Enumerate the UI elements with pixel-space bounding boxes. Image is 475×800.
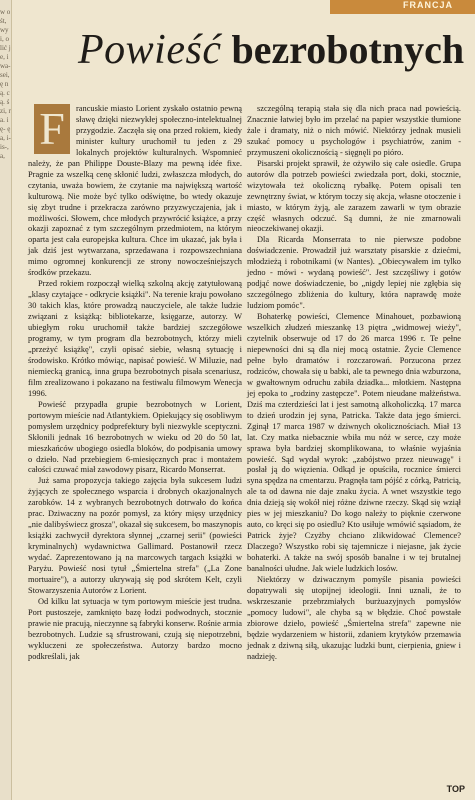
column-right bbox=[247, 104, 461, 663]
paragraph: Od kilku lat sytuacja w tym portowym mieście jest trudna. Port pustoszeje, zamknięto bazę łodzi podwodnych, stocznie prawie nie pracują, nieczynne są fabryki konserw. Rośnie armia bezrobotnych. Ludzie są sfrustrowani, czują się niepotrzebni, wykluczeni ze społeczeństwa. Autorzy bardzo mocno podkreślali, jak bbox=[28, 596, 242, 661]
paragraph: Przed rokiem rozpoczął wielką szkolną akcję zatytułowaną „klasy czytające - odkrycie książki". Na terenie kraju powołano 30 takich klas, które prowadzą nauczyciele, ale także ludzie związani z książką: bibliotekarze, księgarze, autorzy. W ubiegłym roku uruchomił także bardziej szczegółowe programy, w tym program dla bezrobotnych, którzy mieli „przeżyć książkę", czyli opisać siebie, własną sytuację i środowisko. Krótko mówiąc, napisać powieść. W Miluzie, nad niemiecką granicą, inna grupa bezrobotnych pisała scenariusz, film zrealizowano i pokazano na festiwalu filmowym Wenecja 1996. bbox=[28, 279, 242, 398]
section-bar bbox=[330, 0, 475, 14]
previous-page-strip: w ośt, wyi, o lić je, i wa- sei, ę ną. cą. ś zi, ra. ię- ę a, i- is-, a, bbox=[0, 0, 12, 800]
paragraph: Niektórzy w dziwacznym pomyśle pisania powieści dopatrywali się utopijnej ideologii. Inni uznali, że to wskrzeszanie przebrzmiałych burżuazyjnych pomysłów „pomocy ludowi", ale chyba są w błędzie. Choć powstałe zbiorowe dzieło, powieść „Śmiertelna strefa" zapewne nie będzie wydarzeniem w historii, zdaniem krytyków przemawia jednak z dziwną siłą, ukazując ludzki bunt, cierpienia, gniew i nadzieję. bbox=[247, 574, 461, 661]
paragraph: Powieść przypadła grupie bezrobotnych w Lorient, portowym mieście nad Atlantykiem. Opiekujący się osobliwym pomysłem urzędnicy podprefektury byli niezwykle sceptyczni. Skłonili jednak 16 bezrobotnych w wieku od 20 do 50 lat, mieszkańców ubogiego osiedla bloków, do podpisania umowy o dzieło. Nad przebiegiem 6-miesięcznych prac i montażem całości czuwać miał zawodowy pisarz, Ricardo Monserrat. bbox=[28, 399, 242, 475]
title-part-italic: Powieść bbox=[78, 27, 222, 73]
paragraph: Już sama propozycja takiego zajęcia była sukcesem ludzi żyjących ze społecznego wsparcia i drobnych okazjonalnych zarobków. 14 z wybranych bezrobotnych dotrwało do końca prac. Dziwaczny na pozór pomysł, za który mięsy urzędnicy „nie dalibyświecz grosza", okazał się sukcesem, bo maszynopis książki zachwycił dyrektora słynnej „czarnej serii" (powieści kryminalnych) wydawnictwa Gallimard. Postanowił rzecz wydać. Zaprezentowano ją na marcowych targach książki w Paryżu. Powieść nosi tytuł „Śmiertelna strefa" („La Zone mortuaire"), a autorzy ukrywają się pod skrótem Kelt, czyli Stowarzyszenia Autorów z Lorient. bbox=[28, 476, 242, 595]
drop-cap: F bbox=[34, 104, 70, 154]
paragraph: Dla Ricarda Monserrata to nie pierwsze podobne doświadczenie. Prowadził już warsztaty pisarskie z dziećmi, młodzieżą i robotnikami (w Nantes). „Obiecywałem im tylko jedno - mówi - wydaną powieść". Jest szczęśliwy i gotów podjąć nowe doświadczenie, bo „nigdy lepiej nie zgłębia się szczególnego zbliżenia do kultury, która naprawdę może ludziom pomóc". bbox=[247, 235, 461, 311]
article-title bbox=[78, 26, 468, 82]
paragraph: Bohaterkę powieści, Clemence Minahouet, pozbawioną wszelkich złudzeń mieszankę 13 piętra „widmowej wieży", czytelnik obserwuje od 17 do 26 marca 1996 r. Te pełne niepewności dni są dla niej mocą ostatnie. Życie Clemence pełne było dramatów i rozczarowań. Porzucona przez rodziców, chowała się u babki, ale ta pewnego dnia wzburzona, w gwałtownym odruchu zabiła dziadka... młotkiem. Następna jej epoka to „rodziny zastępcze". Potem nieudane małżeństwa. Dziś ma czterdzieści lat i jest samotną alkoholiczką. 17 marca to dzień urodzin jej syna, Patricka. Także data jego śmierci. Zginął 17 marca 1987 w dziwnych okolicznościach. Miał 13 lat. Czy matka niebacznie wbiła mu nóż w serce, czy może sprawa była bardziej skomplikowana, to właśnie wyjaśnia powieść. Sąd wydał wyrok: „zabójstwo przez nieuwagę" i posłał ją do więzienia. Odkąd je opuściła, rocznice śmierci syna spędza na cmentarzu. Pragnęła tam pójść z córką, Patricią, ale ta od dawna nie daje znaku życia. A wnet wszystkie tego dnia dzieją się wokół niej różne dziwne rzeczy. Skąd się wziął pies w jej mieszkaniu? Do kogo należy to pięknie czerwone auto, co kręci się po osiedlu? Kto usiłuje wmówić sąsiadom, że Patrick żyje? Czyżby chciano zlikwidować Clemence? Dlaczego? Wszystko robi się tajemnicze i niejasne, jak życie bohaterki. A także na swój sposób banalne i w tej brutalnej banalności ułudne. Jak wiele ludzkich losów. bbox=[247, 312, 461, 574]
section-label: FRANCJA bbox=[402, 0, 453, 10]
title-part-bold: bezrobotnych bbox=[231, 27, 465, 72]
paragraph: Pisarski projekt sprawił, że ożywiło się całe osiedle. Grupa autorów dla potrzeb powieści zwiedzała port, doki, stocznie, wizytowała też okoliczną rybałkę. Potem opisali ten zewnętrzny świat, w którym toczy się akcja, własne otoczenie i miasto, w którym żyją, ale zarazem zawarli w tym obrazie część własnych odczuć. Są dumni, że nie zmarnowali nieoczekiwanej okazji. bbox=[247, 158, 461, 234]
column-left bbox=[28, 104, 242, 663]
author-signature: TOP bbox=[446, 784, 465, 794]
paragraph: rancuskie miasto Lorient zyskało ostatnio pewną sławę dzięki niezwykłej społeczno-intelektualnej przygodzie. Zaczęła się ona przed rokiem, kiedy minister kultury uruchomił tu jeden z 29 lokalnych projektów kulturalnych. Wspomnieć należy, że pan Philippe Douste-Blazy ma pewną idée fixe. Pragnie za wszelką cenę skłonić ludzi, zwłaszcza młodych, do czytania, uważa bowiem, że czytanie ma największą wartość kulturową. Nie może być tylko odświętne, bo wtedy okazuje się zbyt trudne i przekracza zarówno przyzwyczajenia, jak i możliwości. Słowem, chce młodych przywrócić książce, a przy okazji zapoznać z tym szczególnym przedmiotem, na którym oparta jest cała europejska kultura. Chce im ukazać, jak była i jak dziś jest wytwarzana, sprzedawana i rozpowszechniana mimo ogromnej konkurencji ze strony nowocześniejszych środków przekazu. bbox=[28, 104, 242, 278]
paragraph: szczególną terapią stała się dla nich praca nad powieścią. Znacznie łatwiej było im przelać na papier wszystkie tłumione żale i dramaty, niż o nich mówić. Niektórzy jednak musieli szukać pomocy u psychologów i psychiatrów, zanim - przymuszeni okolicznością - sięgnęli po pióro. bbox=[247, 104, 461, 157]
